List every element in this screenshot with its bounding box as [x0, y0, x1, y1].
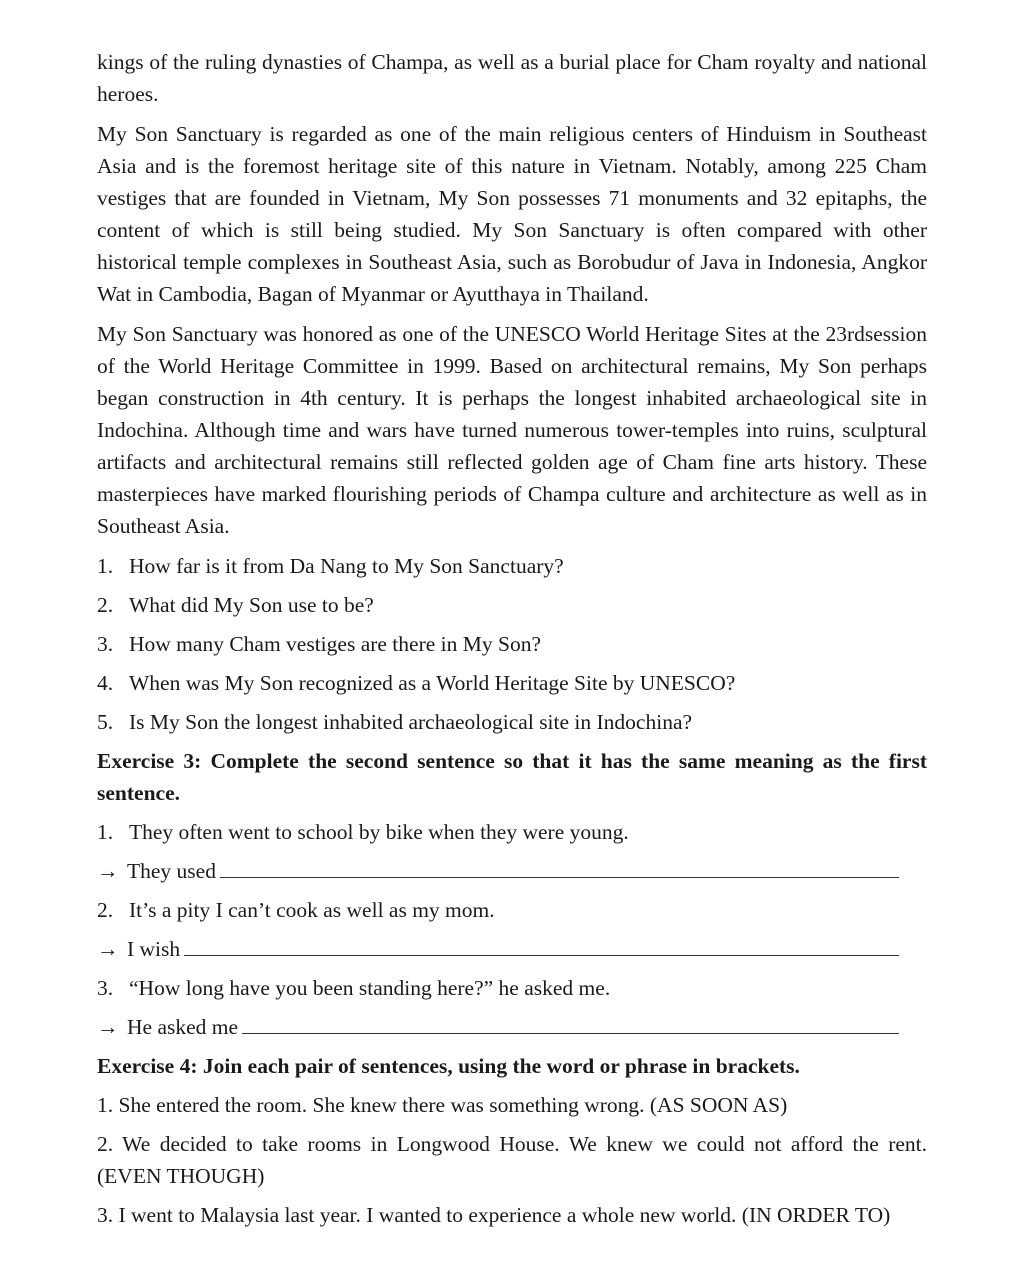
item-sentence: “How long have you been standing here?” he asked me.: [129, 976, 611, 1000]
answer-prompt: They used: [127, 859, 216, 883]
exercise-3-item: [97, 816, 927, 848]
item-number: 2.: [97, 898, 114, 922]
exercise-4-items: [97, 1089, 927, 1231]
exercise-4-heading: Exercise 4: Join each pair of sentences, using the word or phrase in brackets.: [97, 1054, 800, 1078]
passage-paragraph-1: kings of the ruling dynasties of Champa, as well as a burial place for Cham royalty and national heroes.: [97, 50, 927, 106]
answer-line: [97, 1011, 927, 1043]
question-text: When was My Son recognized as a World Heritage Site by UNESCO?: [129, 671, 736, 695]
exercise-3-heading: Exercise 3: Complete the second sentence so that it has the same meaning as the first sentence.: [97, 749, 927, 805]
answer-blank[interactable]: [220, 855, 899, 878]
item-sentence: They often went to school by bike when they were young.: [129, 820, 629, 844]
question-item: [97, 550, 927, 582]
question-number: 4.: [97, 671, 114, 695]
question-number: 5.: [97, 710, 114, 734]
passage-paragraph-3: My Son Sanctuary was honored as one of the UNESCO World Heritage Sites at the 23rdsession of the World Heritage Committee in 1999. Based on architectural remains, My Son perhaps began construction in 4th century. It is perhaps the longest inhabited archaeological site in Indochina. Although time and wars have turned numerous tower-temples into ruins, sculptural artifacts and architectural remains still reflected golden age of Cham fine arts history. These masterpieces have marked flourishing periods of Champa culture and architecture as well as in Southeast Asia.: [97, 322, 927, 538]
question-text: How far is it from Da Nang to My Son Sanctuary?: [129, 554, 564, 578]
arrow-icon: →: [97, 859, 119, 883]
question-item: [97, 589, 927, 621]
passage-paragraph-2: My Son Sanctuary is regarded as one of the main religious centers of Hinduism in Southeast Asia and is the foremost heritage site of this nature in Vietnam. Notably, among 225 Cham vestiges that are founded in Vietnam, My Son possesses 71 monuments and 32 epitaphs, the content of which is still being studied. My Son Sanctuary is often compared with other historical temple complexes in Southeast Asia, such as Borobudur of Java in Indonesia, Angkor Wat in Cambodia, Bagan of Myanmar or Ayutthaya in Thailand.: [97, 122, 927, 306]
exercise-4-item: 2. We decided to take rooms in Longwood House. We knew we could not afford the rent. (EVEN THOUGH): [97, 1132, 927, 1188]
arrow-icon: →: [97, 1015, 119, 1039]
answer-line: [97, 933, 927, 965]
question-text: What did My Son use to be?: [129, 593, 374, 617]
item-number: 3.: [97, 976, 114, 1000]
exercise-3-item: [97, 972, 927, 1004]
question-item: [97, 628, 927, 660]
answer-blank[interactable]: [242, 1011, 899, 1034]
question-number: 1.: [97, 554, 114, 578]
answer-blank[interactable]: [184, 933, 899, 956]
question-text: How many Cham vestiges are there in My Son?: [129, 632, 541, 656]
answer-prompt: He asked me: [127, 1015, 239, 1039]
answer-line: [97, 855, 927, 887]
exercise-3-items: [97, 816, 927, 1043]
answer-prompt: I wish: [127, 937, 181, 961]
question-number: 2.: [97, 593, 114, 617]
comprehension-questions: [97, 550, 927, 738]
item-sentence: It’s a pity I can’t cook as well as my mom.: [129, 898, 495, 922]
question-item: [97, 706, 927, 738]
exercise-4-item: 3. I went to Malaysia last year. I wanted to experience a whole new world. (IN ORDER TO): [97, 1203, 891, 1227]
exercise-4-item: 1. She entered the room. She knew there was something wrong. (AS SOON AS): [97, 1093, 788, 1117]
question-text: Is My Son the longest inhabited archaeological site in Indochina?: [129, 710, 693, 734]
question-number: 3.: [97, 632, 114, 656]
arrow-icon: →: [97, 937, 119, 961]
item-number: 1.: [97, 820, 114, 844]
question-item: [97, 667, 927, 699]
exercise-3-item: [97, 894, 927, 926]
